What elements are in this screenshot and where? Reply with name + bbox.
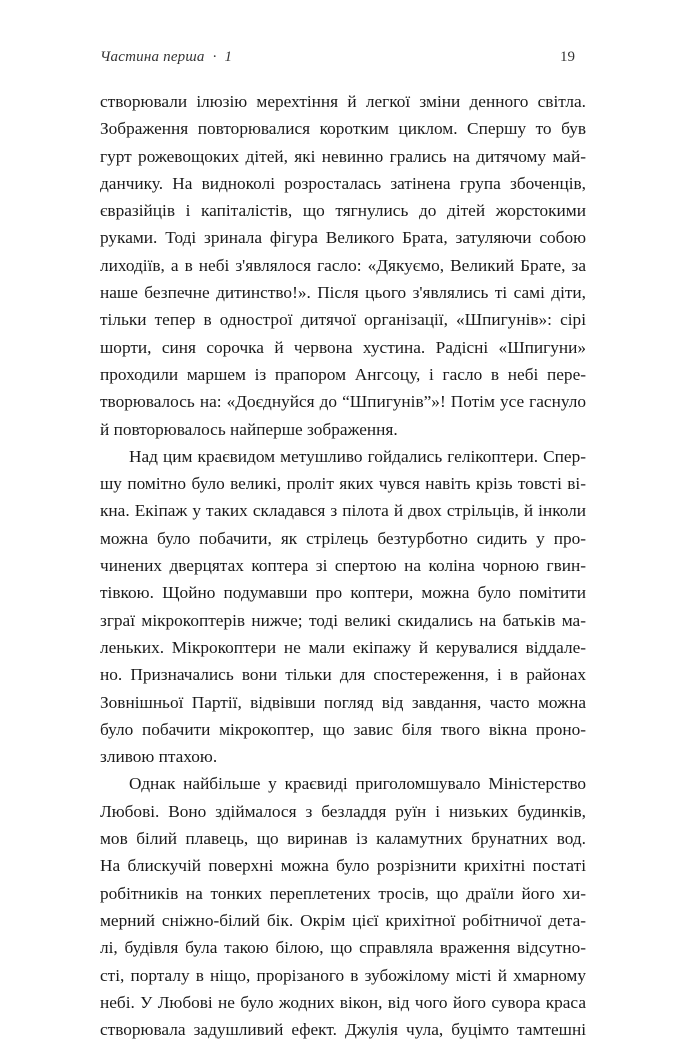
text-line: зграї мікрокоптерів нижче; тоді великі скидались на батьків ма- [100,610,586,630]
text-line: творювалось на: «Доєднуйся до “Шпигунів”»! Потім усе гаснуло [100,392,586,412]
text-line: Над цим краєвидом метушливо гойдались гелікоптери. Спер- [129,446,586,466]
text-line: євразійців і капіталістів, що тягнулись до дітей жорстокими [100,201,586,221]
page-number: 19 [560,49,575,65]
text-line: створювали ілюзію мерехтіння й легкої зміни денного світла. [100,92,586,111]
text-line: зливою птахою. [100,747,218,767]
text-line: лиходіїв, а в небі з'являлося гасло: «Дякуємо, Великий Брате, за [100,255,586,275]
text-line: робітників на тонких переплетених тросів, що драїли його хи- [100,883,586,903]
text-line: На блискучій поверхні можна було розрізнити крихітні постаті [100,856,586,876]
text-line: сті, порталу в ніщо, прорізаного в зубожілому місті й хмарному [100,965,586,985]
text-line: лі, будівля була такою білою, що справляла враження відсутно- [100,938,586,958]
text-line: Любові. Воно здіймалося з безладдя руїн і низьких будинків, [100,801,586,821]
text-line: леньких. Мікрокоптери не мали екіпажу й керувалися віддале- [100,637,586,657]
text-line: чинених дверцятах коптера зі спертою на коліна чорною гвин- [100,556,586,576]
paragraph [100,770,586,1043]
running-head [100,49,232,66]
text-line: було побачити мікрокоптер, що завис біля твого вікна проно- [100,719,586,739]
text-line: й повторювалось найперше зображення. [100,419,398,439]
text-line: но. Призначались вони тільки для спостереження, і в районах [100,665,586,685]
text-line: тівкою. Щойно подумавши про коптери, можна було помітити [100,583,586,603]
section-title: Частина перша [100,49,205,65]
text-line: шорти, синя сорочка й червона хустина. Радісні «Шпигуни» [100,337,586,357]
text-line: Зовнішньої Партії, відвівши погляд від завдання, часто можна [100,692,586,712]
text-line: Зображення повторювалися коротким циклом. Спершу то був [100,119,586,139]
text-line: наше безпечне дитинство!». Після цього з'являлись ті самі діти, [100,283,586,303]
text-line: данчику. На видноколі розросталась затінена група збоченців, [100,173,586,193]
text-line: створювала задушливий ефект. Джулія чула, буцімто тамтешні [100,1020,586,1040]
body-text [100,88,586,1043]
text-line: тільки тепер в однострої дитячої організації, «Шпигунів»: сірі [100,310,586,330]
separator: · [212,49,217,65]
text-line: гурт рожевощоких дітей, які невинно грались на дитячому май- [100,146,586,166]
text-line: можна було побачити, як стрілець безтурботно сидить у про- [100,528,586,548]
chapter-number: 1 [224,49,233,65]
text-line: мерний сніжно-білий бік. Окрім цієї крихітної робітничої дета- [100,910,586,930]
text-line: небі. У Любові не було жодних вікон, від чого його сувора краса [100,992,586,1012]
text-line: шу помітно було великі, проліт яких чувся навіть крізь товсті ві- [100,474,586,494]
paragraph [100,88,586,443]
text-line: проходили маршем із прапором Ангсоцу, і гасло в небі пере- [100,364,586,384]
text-line: кна. Екіпаж у таких складався з пілота й двох стрільців, й інколи [100,501,586,521]
text-line: мов білий плавець, що виринав із каламутних брунатних вод. [100,829,586,849]
text-line: руками. Тоді зринала фігура Великого Брата, затуляючи собою [100,228,586,248]
paragraph [100,443,586,771]
text-line: Однак найбільше у краєвиді приголомшувало Міністерство [129,774,586,794]
